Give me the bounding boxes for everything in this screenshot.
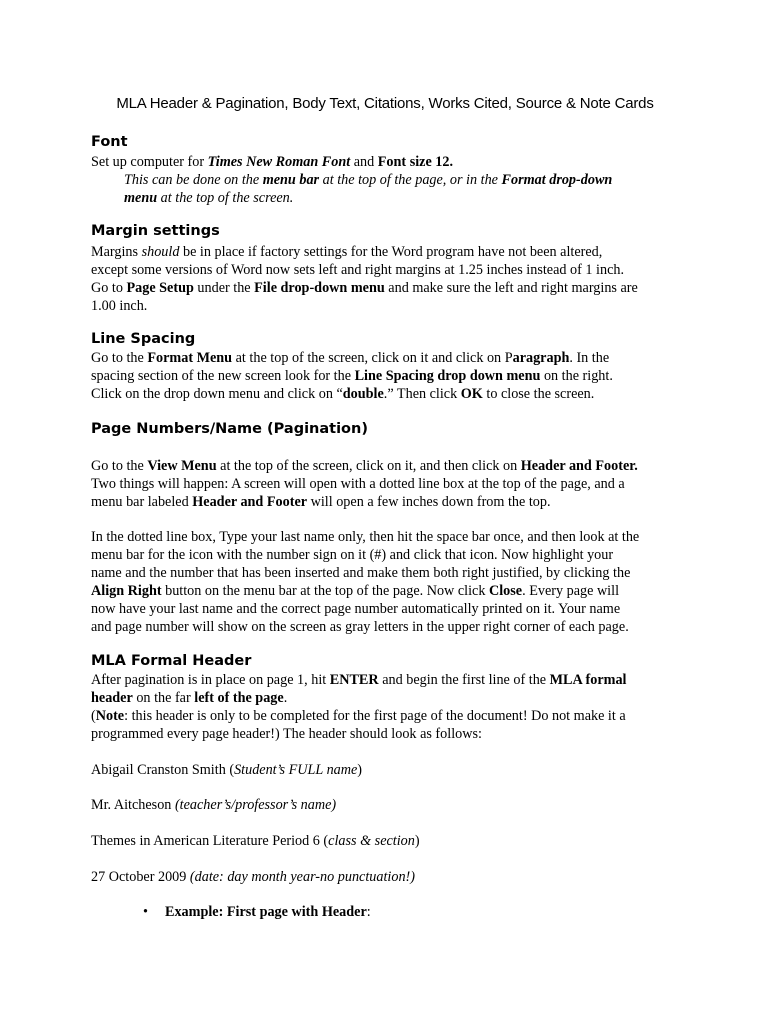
example-date: 27 October 2009 (date: day month year-no punctuation!) bbox=[91, 869, 415, 885]
pagination-paragraph-1: Go to the View Menu at the top of the screen, click on it, and then click on Header and Footer. Two things will happen: A screen will open with a dotted line box at the top of the page, and a menu bar labeled Header and Footer will open a few inches down from the top. bbox=[91, 458, 638, 510]
margin-heading: Margin settings bbox=[91, 223, 220, 239]
line-spacing-section-text: Go to the Format Menu at the top of the screen, click on it and click on Paragraph. In the spacing section of the new screen look for the Line Spacing drop down menu on the right. Click on the drop down menu and click on “double.” Then click OK to close the screen. bbox=[91, 350, 613, 402]
example-bullet-item: • Example: First page with Header: bbox=[143, 904, 371, 920]
pagination-heading: Page Numbers/Name (Pagination) bbox=[91, 421, 368, 437]
example-student-name: Abigail Cranston Smith (Student’s FULL name) bbox=[91, 762, 363, 778]
document-title: MLA Header & Pagination, Body Text, Citations, Works Cited, Source & Note Cards bbox=[116, 95, 654, 112]
formal-header-heading: MLA Formal Header bbox=[91, 653, 252, 669]
margin-section-text: Margins should be in place if factory settings for the Word program have not been altered, except some versions of Word now sets left and right margins at 1.25 inches instead of 1 inch. Go to Page Setup under the File drop-down menu and make sure the left and right margins are 1.00 inch. bbox=[91, 244, 638, 314]
font-heading: Font bbox=[91, 134, 128, 150]
pagination-paragraph-2: In the dotted line box, Type your last name only, then hit the space bar once, and then look at the menu bar for the icon with the number sign on it (#) and click that icon. Now highlight your name and the number that has been inserted and make them both right justified, by clicking the Align Right button on the menu bar at the top of the page. Now click Close. Every page will now have your last name and the correct page number automatically printed on it. Your name and page number will show on the screen as gray letters in the upper right corner of each page. bbox=[91, 529, 640, 635]
example-class-section: Themes in American Literature Period 6 (class & section) bbox=[91, 833, 420, 849]
bullet-icon: • bbox=[143, 904, 148, 920]
font-section-text: Set up computer for Times New Roman Font and Font size 12. This can be done on the menu bar at the top of the page, or in the Format drop-down menu at the top of the screen. bbox=[91, 154, 613, 206]
formal-header-text: After pagination is in place on page 1, hit ENTER and begin the first line of the MLA formal header on the far left of the page. (Note: this header is only to be completed for the first page of the document! Do not make it a programmed every page header!) The header should look as follows: bbox=[91, 672, 627, 742]
line-spacing-heading: Line Spacing bbox=[91, 331, 196, 347]
example-teacher-name: Mr. Aitcheson (teacher’s/professor’s name) bbox=[91, 797, 337, 813]
